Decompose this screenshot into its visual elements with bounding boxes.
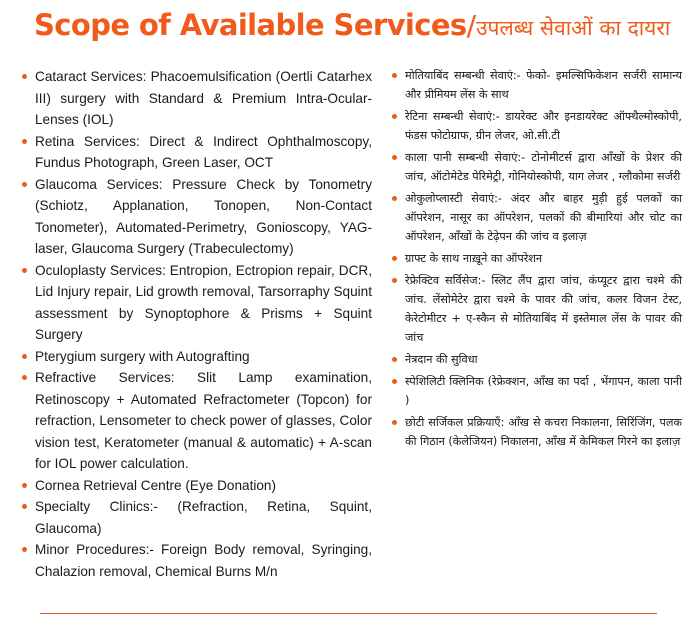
bullet-icon xyxy=(392,420,397,425)
list-item xyxy=(22,539,372,582)
list-item-text: छोटी सर्जिकल प्रक्रियाएँ: आँख से कचरा निकालना, सिरिंजिंग, पलक की गिठान (केलेजियन) निकालना, आँख में केमिकल गिरने का इलाज़ xyxy=(405,416,682,448)
page-title-hindi: उपलब्ध सेवाओं का दायरा xyxy=(476,16,671,40)
list-item xyxy=(22,260,372,346)
bullet-icon xyxy=(22,483,27,488)
bullet-icon xyxy=(22,504,27,509)
list-item-text: Retina Services: Direct & Indirect Ophthalmoscopy, Fundus Photograph, Green Laser, OCT xyxy=(35,133,372,170)
bullet-icon xyxy=(22,182,27,187)
list-item-text: स्पेशिलिटी क्लिनिक (रेफ्रेक्शन, आँख का पर्दा , भेंगापन, काला पानी ) xyxy=(405,375,682,407)
english-services-list xyxy=(22,66,372,582)
bullet-icon xyxy=(392,73,397,78)
list-item xyxy=(392,413,682,451)
list-item-text: Refractive Services: Slit Lamp examination, Retinoscopy + Automated Refractometer (Topcon) for refraction, Lensometer to check power of glasses, Color vision test, Keratometer (manual & automatic) + A-scan for IOL power calculation. xyxy=(35,370,372,471)
list-item-text: Glaucoma Services: Pressure Check by Tonometry (Schiotz, Applanation, Tonopen, Non-Contact Tonometer), Automated-Perimetry, Gonioscopy, YAG-laser, Glaucoma Surgery (Trabeculectomy) xyxy=(35,176,372,256)
list-item-text: रेफ्रेक्टिव सर्विसेज:- स्लिट लैंप द्वारा जांच, कंप्यूटर द्वारा चश्मे की जांच. लेंसोमेटेर द्वारा चश्मे के पावर की जांच, कलर विजन टेस्ट, केरेटोमीटर + ए-स्कैन से मोतियाबिंद में इस्तेमाल लेंस के पावर की जांच xyxy=(405,274,682,344)
footer-divider xyxy=(40,613,657,614)
page-title-separator: / xyxy=(466,9,477,42)
list-item xyxy=(22,346,372,368)
bullet-icon xyxy=(22,547,27,552)
bullet-icon xyxy=(392,256,397,261)
page-title-english: Scope of Available Services xyxy=(34,8,467,42)
bullet-icon xyxy=(22,268,27,273)
page-title xyxy=(34,8,684,52)
list-item-text: Minor Procedures:- Foreign Body removal, Syringing, Chalazion removal, Chemical Burns M/n xyxy=(35,542,372,579)
list-item-text: ओकुलोप्लास्टी सेवाएं:- अंदर और बाहर मुड़ी हुई पलकों का ऑपरेशन, नासूर का ऑपरेशन, पलकों की बीमारियां और चोट का ऑपरेशन, आँखों के टेढ़ेपन की जांच व इलाज़ xyxy=(405,192,682,243)
bullet-icon xyxy=(392,196,397,201)
list-item xyxy=(392,189,682,246)
list-item-text: ग्राफ्ट के साथ नाख़ूने का ऑपरेशन xyxy=(405,252,543,265)
hindi-services-list xyxy=(392,66,682,454)
bullet-icon xyxy=(392,114,397,119)
list-item xyxy=(22,367,372,475)
bullet-icon xyxy=(392,155,397,160)
list-item-text: Cornea Retrieval Centre (Eye Donation) xyxy=(35,477,277,493)
list-item xyxy=(22,131,372,174)
list-item xyxy=(392,66,682,104)
list-item-text: Pterygium surgery with Autografting xyxy=(35,348,250,364)
list-item xyxy=(22,66,372,131)
list-item xyxy=(392,372,682,410)
list-item-text: Specialty Clinics:- (Refraction, Retina, Squint, Glaucoma) xyxy=(35,499,372,536)
list-item-text: Oculoplasty Services: Entropion, Ectropion repair, DCR, Lid Injury repair, Lid growth removal, Tarsorraphy Squint assessment by Synoptophore & Prisms + Squint Surgery xyxy=(35,262,372,342)
list-item xyxy=(22,496,372,539)
list-item xyxy=(392,249,682,268)
bullet-icon xyxy=(22,354,27,359)
list-item-text: Cataract Services: Phacoemulsification (Oertli Catarhex III) surgery with Standard & Premium Intra-Ocular-Lenses (IOL) xyxy=(35,69,372,127)
bullet-icon xyxy=(392,379,397,384)
bullet-icon xyxy=(392,357,397,362)
list-item xyxy=(392,271,682,347)
bullet-icon xyxy=(22,139,27,144)
list-item xyxy=(22,475,372,497)
list-item-text: नेत्रदान की सुविधा xyxy=(405,353,478,366)
list-item xyxy=(392,148,682,186)
list-item xyxy=(22,174,372,260)
bullet-icon xyxy=(392,278,397,283)
bullet-icon xyxy=(22,375,27,380)
list-item-text: रेटिना सम्बन्धी सेवाएं:- डायरेक्ट और इनडायरेक्ट ऑफ्थैल्मोस्कोपी, फंडस फोटोग्राफ, ग्रीन लेजर, ओ.सी.टी xyxy=(405,110,682,142)
list-item xyxy=(392,107,682,145)
bullet-icon xyxy=(22,74,27,79)
list-item-text: मोतियाबिंद सम्बन्धी सेवाएं:- फेको- इमल्सिफिकेशन सर्जरी सामान्य और प्रीमियम लेंस के साथ xyxy=(405,69,682,101)
list-item xyxy=(392,350,682,369)
list-item-text: काला पानी सम्बन्धी सेवाएं:- टोनोमीटर्स द्वारा आँखों के प्रेशर की जांच, ऑटोमेटेड पेरिमेट्री, गोनियोस्कोपी, याग लेजर , ग्लौकोमा सर्जरी xyxy=(405,151,682,183)
